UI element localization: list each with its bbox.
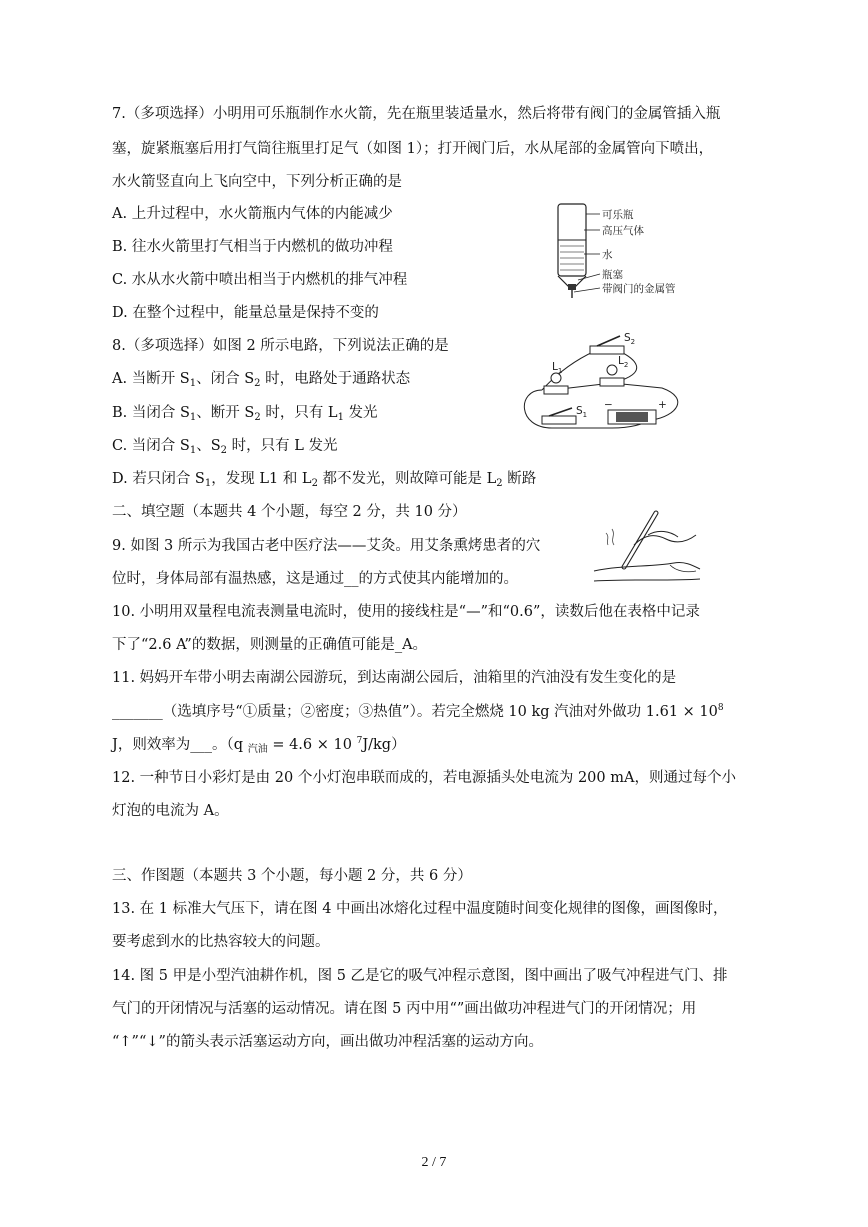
fig2-label-plus: + (658, 399, 667, 411)
q9-line2: 位时，身体局部有温热感，这是通过__的方式使其内能增加的。 (112, 571, 518, 587)
q7-option-c: C. 水从水火箭中喷出相当于内燃机的排气冲程 (112, 272, 408, 288)
q7-stem-line3: 水火箭竖直向上飞向空中，下列分析正确的是 (112, 174, 402, 190)
q7-option-d: D. 在整个过程中，能量总量是保持不变的 (112, 305, 379, 321)
fig2-label-minus: − (604, 399, 613, 411)
fig2-label-l1: $L_1$ (552, 361, 563, 375)
q11-line3: J，则效率为___。（q $_{汽油}$ = 4.6 × 10 $^7$J/kg） (112, 736, 406, 755)
q8-stem: 8.（多项选择）如图 2 所示电路，下列说法正确的是 (112, 338, 449, 354)
fig1-label-stopper: 瓶塞 (602, 269, 623, 281)
q10-line2: 下了“2.6 A”的数据，则测量的正确值可能是_A。 (112, 637, 428, 653)
q7-stem-line1: 7.（多项选择）小明用可乐瓶制作水火箭，先在瓶里装适量水，然后将带有阀门的金属管插入瓶 (112, 106, 721, 122)
fig2-label-s2: $S_2$ (624, 332, 636, 346)
section3-heading: 三、作图题（本题共 3 个小题，每小题 2 分，共 6 分） (112, 868, 472, 884)
q8-option-d: D. 若只闭合 $S_1$，发现 L1 和 $L_2$ 都不发光，则故障可能是 $L_2$ 断路 (112, 471, 537, 489)
q13-line2: 要考虑到水的比热容较大的问题。 (112, 934, 330, 950)
q14-line1: 14. 图 5 甲是小型汽油耕作机，图 5 乙是它的吸气冲程示意图，图中画出了吸气冲程进气门、排 (112, 968, 728, 984)
q7-option-a: A. 上升过程中，水火箭瓶内气体的内能减少 (112, 206, 393, 222)
q10-line1: 10. 小明用双量程电流表测量电流时，使用的接线柱是“—”和“0.6”，读数后他在表格中记录 (112, 604, 700, 620)
fig1-label-water: 水 (602, 249, 613, 261)
figure3-moxibustion (592, 505, 702, 587)
q12-line2: 灯泡的电流为 A。 (112, 803, 229, 819)
q8-option-c: C. 当闭合 $S_1$、$S_2$ 时，只有 L 发光 (112, 438, 338, 456)
fig2-label-s1: $S_1$ (576, 405, 588, 419)
page-number: 2 / 7 (421, 1155, 447, 1170)
q14-line3: “↑”“↓”的箭头表示活塞运动方向，画出做功冲程活塞的运动方向。 (112, 1034, 543, 1050)
q8-option-b: B. 当闭合 $S_1$、断开 $S_2$ 时，只有 $L_1$ 发光 (112, 405, 378, 423)
q7-option-b: B. 往水火箭里打气相当于内燃机的做功冲程 (112, 239, 393, 255)
fig1-label-gas: 高压气体 (602, 225, 644, 237)
q14-line2: 气门的开闭情况与活塞的运动情况。请在图 5 丙中用“”画出做功冲程进气门的开闭情况；用 (112, 1001, 697, 1017)
q9-line1: 9. 如图 3 所示为我国古老中医疗法——艾灸。用艾条熏烤患者的穴 (112, 538, 541, 554)
q12-line1: 12. 一种节日小彩灯是由 20 个小灯泡串联而成的，若电源插头处电流为 200 mA，则通过每个小 (112, 770, 736, 786)
figure2-circuit (512, 328, 692, 436)
fig1-label-valve-tube: 带阀门的金属管 (602, 283, 676, 295)
q13-line1: 13. 在 1 标准大气压下，请在图 4 中画出冰熔化过程中温度随时间变化规律的图像，画图像时， (112, 901, 728, 917)
section2-heading: 二、填空题（本题共 4 个小题，每空 2 分，共 10 分） (112, 504, 467, 520)
q11-line1: 11. 妈妈开车带小明去南湖公园游玩，到达南湖公园后，油箱里的汽油没有发生变化的是 (112, 670, 677, 686)
q11-line2: _______（选填序号“①质量；②密度；③热值”）。若完全燃烧 10 kg 汽油对外做功 $1.61 \times 10^8$ (112, 703, 724, 720)
q7-stem-line2: 塞，旋紧瓶塞后用打气筒往瓶里打足气（如图 1）；打开阀门后，水从尾部的金属管向下喷出， (112, 141, 714, 157)
figure1-water-rocket (540, 200, 710, 300)
fig2-label-l2: $L_2$ (618, 355, 629, 369)
fig1-label-bottle: 可乐瓶 (602, 209, 634, 221)
q8-option-a: A. 当断开 $S_1$、闭合 $S_2$ 时，电路处于通路状态 (112, 371, 411, 389)
